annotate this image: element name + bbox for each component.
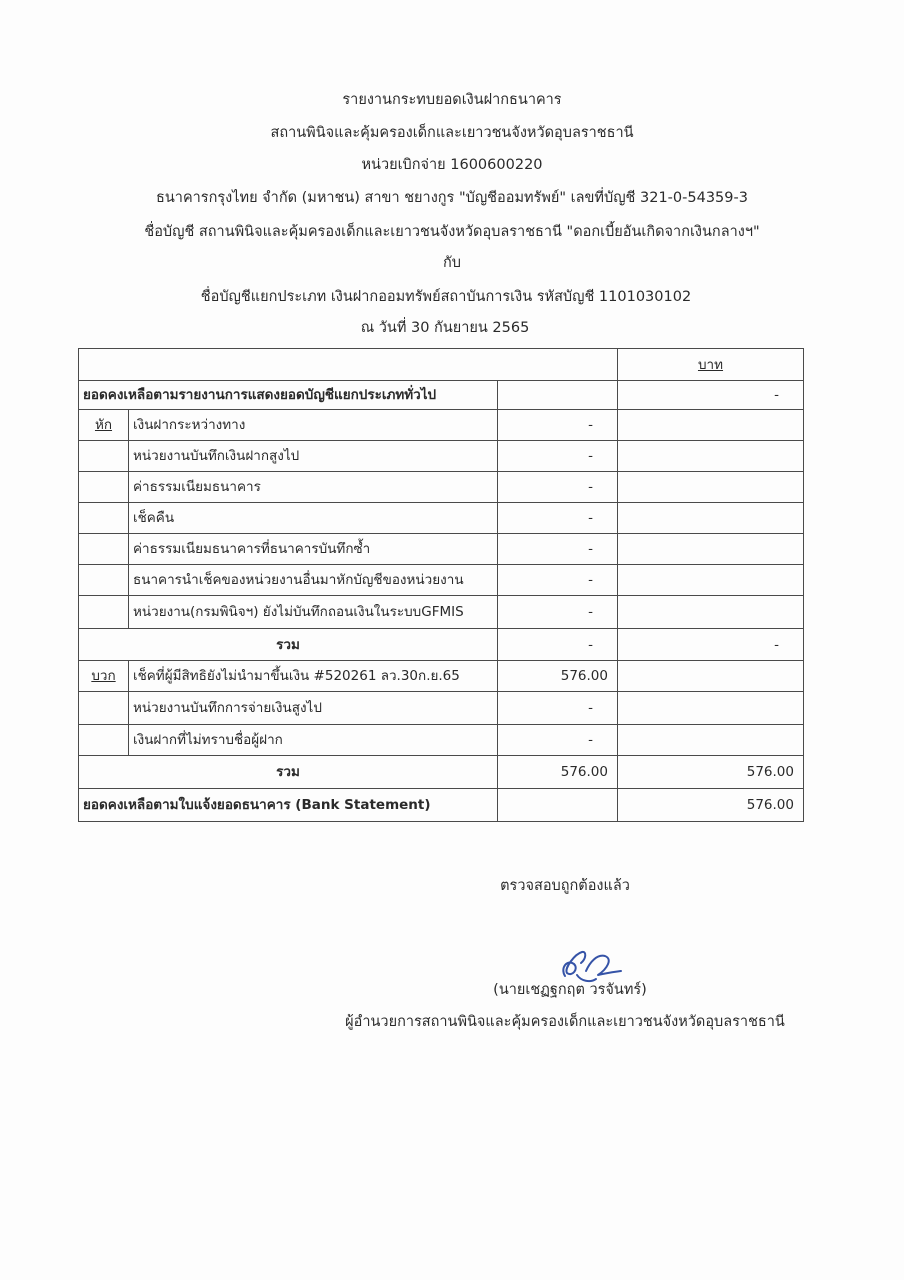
deduct-total-col-c: - xyxy=(498,629,618,661)
empty-cell xyxy=(79,441,129,472)
deduct-item-amount: - xyxy=(498,503,618,534)
deduct-item-amount: - xyxy=(498,565,618,596)
opening-balance-col-c xyxy=(498,381,618,410)
report-title: รายงานกระทบยอดเงินฝากธนาคาร xyxy=(342,92,562,108)
table-row xyxy=(79,472,804,503)
add-total-row xyxy=(79,756,804,789)
reconciliation-table xyxy=(78,348,804,822)
opening-balance-col-d: - xyxy=(618,381,804,410)
deduct-item-desc: ค่าธรรมเนียมธนาคารที่ธนาคารบันทึกซ้ำ xyxy=(129,534,498,565)
deduct-item-desc: ค่าธรรมเนียมธนาคาร xyxy=(129,472,498,503)
empty-cell xyxy=(79,725,129,756)
table-row xyxy=(79,565,804,596)
empty-cell xyxy=(618,441,804,472)
table-row xyxy=(79,692,804,725)
closing-balance-label: ยอดคงเหลือตามใบแจ้งยอดธนาคาร (Bank Statement) xyxy=(79,789,498,822)
empty-cell xyxy=(618,725,804,756)
add-item-amount: - xyxy=(498,692,618,725)
deduct-item-amount: - xyxy=(498,472,618,503)
deduct-item-desc: หน่วยงาน(กรมพินิจฯ) ยังไม่บันทึกถอนเงินในระบบGFMIS xyxy=(129,596,498,629)
opening-balance-label: ยอดคงเหลือตามรายงานการแสดงยอดบัญชีแยกประเภททั่วไป xyxy=(79,381,498,410)
deduct-label-cell xyxy=(79,410,129,441)
add-item-desc: เงินฝากที่ไม่ทราบชื่อผู้ฝาก xyxy=(129,725,498,756)
table-header-row xyxy=(79,349,804,381)
disbursement-unit: หน่วยเบิกจ่าย 1600600220 xyxy=(361,157,543,173)
table-row xyxy=(79,725,804,756)
table-row xyxy=(79,661,804,692)
connector-text: กับ xyxy=(443,255,461,271)
empty-cell xyxy=(79,534,129,565)
empty-cell xyxy=(79,596,129,629)
as-of-date: ณ วันที่ 30 กันยายน 2565 xyxy=(360,320,530,336)
empty-cell xyxy=(618,565,804,596)
deduct-item-amount: - xyxy=(498,534,618,565)
deduct-item-desc: เช็คคืน xyxy=(129,503,498,534)
table-row xyxy=(79,503,804,534)
deduct-item-amount: - xyxy=(498,596,618,629)
closing-balance-row xyxy=(79,789,804,822)
deduct-total-row xyxy=(79,629,804,661)
empty-cell xyxy=(618,410,804,441)
empty-cell xyxy=(618,534,804,565)
empty-cell xyxy=(618,692,804,725)
signer-name: (นายเชฏฐกฤต วรจันทร์) xyxy=(493,982,647,998)
deduct-total-col-d: - xyxy=(618,629,804,661)
empty-cell xyxy=(79,565,129,596)
currency-header-cell xyxy=(618,349,804,381)
empty-cell xyxy=(618,472,804,503)
ledger-account-line: ชื่อบัญชีแยกประเภท เงินฝากออมทรัพย์สถาบันการเงิน รหัสบัญชี 1101030102 xyxy=(200,289,692,305)
table-row xyxy=(79,534,804,565)
table-row xyxy=(79,441,804,472)
signer-title: ผู้อำนวยการสถานพินิจและคุ้มครองเด็กและเยาวชนจังหวัดอุบลราชธานี xyxy=(345,1014,785,1030)
add-label: บวก xyxy=(91,668,116,684)
empty-cell xyxy=(79,472,129,503)
deduct-item-desc: ธนาคารนำเช็คของหน่วยงานอื่นมาหักบัญชีของหน่วยงาน xyxy=(129,565,498,596)
add-total-label: รวม xyxy=(79,756,498,789)
bank-account-line: ธนาคารกรุงไทย จำกัด (มหาชน) สาขา ชยางกูร "บัญชีออมทรัพย์" เลขที่บัญชี 321-0-54359-3 xyxy=(156,190,748,206)
add-total-col-d: 576.00 xyxy=(618,756,804,789)
add-item-amount: - xyxy=(498,725,618,756)
closing-balance-col-c xyxy=(498,789,618,822)
add-item-amount: 576.00 xyxy=(498,661,618,692)
opening-balance-row xyxy=(79,381,804,410)
deduct-label: หัก xyxy=(94,417,113,433)
deduct-item-amount: - xyxy=(498,441,618,472)
table-row xyxy=(79,596,804,629)
closing-balance-col-d: 576.00 xyxy=(618,789,804,822)
add-total-col-c: 576.00 xyxy=(498,756,618,789)
empty-cell xyxy=(618,596,804,629)
verified-statement: ตรวจสอบถูกต้องแล้ว xyxy=(500,878,630,894)
empty-cell xyxy=(79,503,129,534)
add-item-desc: เช็คที่ผู้มีสิทธิยังไม่นำมาขึ้นเงิน #520261 ลว.30ก.ย.65 xyxy=(129,661,498,692)
header-blank-cell xyxy=(79,349,618,381)
empty-cell xyxy=(618,503,804,534)
currency-label: บาท xyxy=(697,356,724,373)
account-name-line: ชื่อบัญชี สถานพินิจและคุ้มครองเด็กและเยาวชนจังหวัดอุบลราชธานี "ดอกเบี้ยอันเกิดจากเงินกลางฯ" xyxy=(144,224,760,240)
empty-cell xyxy=(79,692,129,725)
deduct-item-desc: หน่วยงานบันทึกเงินฝากสูงไป xyxy=(129,441,498,472)
agency-name: สถานพินิจและคุ้มครองเด็กและเยาวชนจังหวัดอุบลราชธานี xyxy=(270,125,634,141)
add-item-desc: หน่วยงานบันทึกการจ่ายเงินสูงไป xyxy=(129,692,498,725)
deduct-item-desc: เงินฝากระหว่างทาง xyxy=(129,410,498,441)
add-label-cell xyxy=(79,661,129,692)
deduct-item-amount: - xyxy=(498,410,618,441)
table-row xyxy=(79,410,804,441)
empty-cell xyxy=(618,661,804,692)
deduct-total-label: รวม xyxy=(79,629,498,661)
